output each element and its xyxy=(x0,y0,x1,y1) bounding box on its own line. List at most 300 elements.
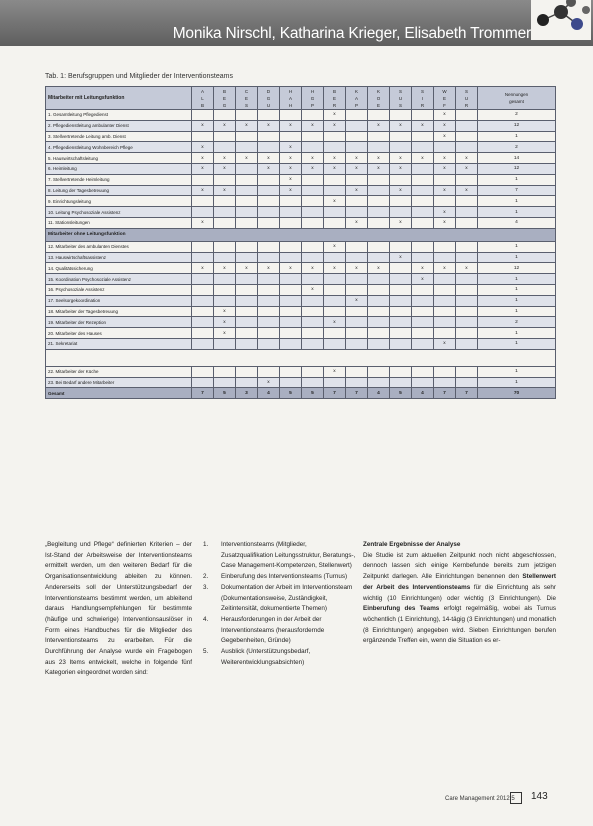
row-label: 1. Gesamtleitung Pflegedienst xyxy=(46,110,192,121)
mark-cell: x xyxy=(302,284,324,295)
mark-cell xyxy=(456,274,478,285)
column-header xyxy=(258,87,280,110)
molecule-icon xyxy=(531,0,591,40)
mark-cell xyxy=(324,338,346,349)
column-letter: F xyxy=(443,102,446,108)
mark-cell xyxy=(258,217,280,228)
list-text: Herausforderungen in der Arbeit der Interventionsteams (herausfordernde Gegebenheiten, Gründe) xyxy=(221,615,325,645)
results-text-1: Die Studie ist zum aktuellen Zeitpunkt noch nicht abgeschlossen, dennoch lassen sich einige Kernbefunde bereits zum jetzigen Zeitpunkt darlegen. Alle Einrichtungen benennen den xyxy=(363,551,556,581)
mark-cell xyxy=(456,306,478,317)
table-row xyxy=(46,153,556,164)
column-letter: W xyxy=(442,88,447,94)
mark-cell xyxy=(192,196,214,207)
mark-cell xyxy=(346,174,368,185)
table-row xyxy=(46,207,556,218)
mark-cell xyxy=(236,207,258,218)
mark-cell xyxy=(368,338,390,349)
mark-cell xyxy=(280,207,302,218)
results-bold-2: Einberufung des Teams xyxy=(363,605,440,613)
column-letter: R xyxy=(464,102,469,108)
mark-cell xyxy=(258,252,280,263)
column-letter: A xyxy=(288,95,292,101)
mark-cell xyxy=(346,120,368,131)
column-header xyxy=(214,87,236,110)
mark-cell xyxy=(324,328,346,339)
table-row xyxy=(46,263,556,274)
mark-cell: x xyxy=(258,263,280,274)
column-letter: B xyxy=(332,88,336,94)
mark-cell xyxy=(214,196,236,207)
mark-cell: x xyxy=(390,120,412,131)
mark-cell: x xyxy=(324,366,346,377)
table-row xyxy=(46,377,556,388)
table-row xyxy=(46,185,556,196)
column-letter: E xyxy=(442,95,446,101)
column-letter: G xyxy=(266,95,271,101)
mark-cell: x xyxy=(280,163,302,174)
mark-cell: x xyxy=(324,263,346,274)
mark-cell xyxy=(368,174,390,185)
sum-total: 70 xyxy=(478,388,556,399)
sum-cell: 4 xyxy=(368,388,390,399)
mark-cell: x xyxy=(236,153,258,164)
mark-cell xyxy=(434,377,456,388)
spacer-row xyxy=(46,349,556,366)
mark-cell xyxy=(390,377,412,388)
mark-cell xyxy=(258,207,280,218)
mark-cell xyxy=(214,284,236,295)
column-letter: G xyxy=(310,95,315,101)
column-letter: K xyxy=(376,88,380,94)
mark-cell: x xyxy=(368,163,390,174)
row-label: 4. Pflegedienstleitung Wohnbereich Pflege xyxy=(46,142,192,153)
mark-cell xyxy=(214,377,236,388)
mark-cell xyxy=(236,131,258,142)
mark-cell: x xyxy=(346,163,368,174)
mark-cell xyxy=(192,366,214,377)
row-total: 2 xyxy=(478,142,556,153)
mark-cell xyxy=(456,110,478,121)
list-item xyxy=(203,540,356,572)
mark-cell: x xyxy=(192,142,214,153)
mark-cell xyxy=(346,274,368,285)
mark-cell xyxy=(258,317,280,328)
list-number: 5. xyxy=(203,648,209,656)
mark-cell: x xyxy=(214,306,236,317)
column-letter: D xyxy=(266,88,271,94)
mark-cell xyxy=(434,174,456,185)
mark-cell: x xyxy=(346,295,368,306)
mark-cell xyxy=(258,295,280,306)
column-header xyxy=(368,87,390,110)
mark-cell: x xyxy=(434,110,456,121)
row-total: 7 xyxy=(478,185,556,196)
total-header-line: Nennungen xyxy=(504,92,529,97)
row-label: 18. Mitarbeiter der Tagesbetreuung xyxy=(46,306,192,317)
column-letter: A xyxy=(200,88,204,94)
mark-cell xyxy=(368,295,390,306)
mark-cell xyxy=(214,274,236,285)
sum-cell: 5 xyxy=(214,388,236,399)
mark-cell xyxy=(302,207,324,218)
mark-cell xyxy=(324,377,346,388)
mark-cell xyxy=(456,317,478,328)
table-row xyxy=(46,120,556,131)
section-row xyxy=(46,228,556,241)
mark-cell xyxy=(302,317,324,328)
total-header xyxy=(478,87,556,110)
mark-cell xyxy=(192,295,214,306)
mark-cell xyxy=(302,241,324,252)
column-letter: K xyxy=(354,88,358,94)
column-header xyxy=(324,87,346,110)
mark-cell xyxy=(368,252,390,263)
column-letter: B xyxy=(200,102,204,108)
mark-cell: x xyxy=(324,241,346,252)
mark-cell xyxy=(236,338,258,349)
mark-cell xyxy=(280,317,302,328)
mark-cell: x xyxy=(346,217,368,228)
mark-cell: x xyxy=(390,163,412,174)
row-total: 2 xyxy=(478,317,556,328)
column-letter: R xyxy=(420,102,425,108)
mark-cell xyxy=(368,284,390,295)
mark-cell xyxy=(346,377,368,388)
mark-cell xyxy=(192,110,214,121)
mark-cell xyxy=(280,366,302,377)
mark-cell xyxy=(434,241,456,252)
mark-cell xyxy=(412,131,434,142)
mark-cell xyxy=(302,274,324,285)
mark-cell xyxy=(258,306,280,317)
mark-cell: x xyxy=(236,263,258,274)
column-letter: H xyxy=(310,88,315,94)
list-number: 3. xyxy=(203,583,209,591)
row-label: 2. Pflegedienstleitung ambulanter Dienst xyxy=(46,120,192,131)
results-heading: Zentrale Ergebnisse der Analyse xyxy=(363,541,461,548)
column-letter: C xyxy=(244,88,249,94)
mark-cell: x xyxy=(390,153,412,164)
mark-cell xyxy=(368,328,390,339)
sum-cell: 7 xyxy=(456,388,478,399)
column-letter: O xyxy=(376,95,381,101)
mark-cell xyxy=(434,328,456,339)
table-row xyxy=(46,196,556,207)
mark-cell: x xyxy=(302,263,324,274)
mark-cell xyxy=(412,174,434,185)
sum-cell: 5 xyxy=(302,388,324,399)
mark-cell: x xyxy=(324,110,346,121)
table-caption: Tab. 1: Berufsgruppen und Mitglieder der Interventionsteams xyxy=(45,73,233,80)
row-total: 12 xyxy=(478,163,556,174)
list-text: Einberufung des Interventionsteams (Turnus) xyxy=(221,573,348,581)
mark-cell xyxy=(456,142,478,153)
mark-cell xyxy=(192,377,214,388)
table-row xyxy=(46,328,556,339)
mark-cell xyxy=(192,338,214,349)
mark-cell xyxy=(456,338,478,349)
mark-cell xyxy=(280,252,302,263)
mark-cell: x xyxy=(324,120,346,131)
mark-cell xyxy=(412,217,434,228)
mark-cell: x xyxy=(192,185,214,196)
column-letter: E xyxy=(332,95,336,101)
mark-cell xyxy=(258,185,280,196)
mark-cell xyxy=(368,366,390,377)
sum-cell: 3 xyxy=(236,388,258,399)
mark-cell: x xyxy=(214,263,236,274)
column-header xyxy=(192,87,214,110)
row-total: 1 xyxy=(478,207,556,218)
mark-cell xyxy=(302,174,324,185)
mark-cell xyxy=(412,185,434,196)
total-header-line: gesamt xyxy=(509,99,524,104)
mark-cell xyxy=(280,110,302,121)
mark-cell xyxy=(434,196,456,207)
mark-cell xyxy=(236,110,258,121)
row-label: 7. Stellvertretende Heimleitung xyxy=(46,174,192,185)
mark-cell xyxy=(456,196,478,207)
mark-cell: x xyxy=(456,185,478,196)
mark-cell xyxy=(280,377,302,388)
mark-cell xyxy=(368,317,390,328)
list-item xyxy=(203,615,356,647)
mark-cell xyxy=(302,110,324,121)
mark-cell: x xyxy=(280,142,302,153)
mark-cell xyxy=(280,295,302,306)
mark-cell xyxy=(280,217,302,228)
mark-cell xyxy=(346,252,368,263)
mark-cell xyxy=(434,306,456,317)
page-header xyxy=(0,0,593,46)
mark-cell xyxy=(280,131,302,142)
list-item xyxy=(203,647,356,668)
mark-cell xyxy=(236,328,258,339)
mark-cell xyxy=(192,252,214,263)
column-header xyxy=(456,87,478,110)
mark-cell xyxy=(192,284,214,295)
mark-cell xyxy=(346,328,368,339)
mark-cell xyxy=(412,377,434,388)
mark-cell xyxy=(324,185,346,196)
row-label: 20. Mitarbeiter des Hauses xyxy=(46,328,192,339)
list-text: Interventionsteams (Mitglieder, Zusatzqualifikation Leitungsstruktur, Beratungs-, Case Management-Kompetenzen, Stellenwert) xyxy=(221,541,356,570)
column-letter: E xyxy=(244,95,248,101)
mark-cell xyxy=(324,217,346,228)
mark-cell xyxy=(412,306,434,317)
row-total: 1 xyxy=(478,377,556,388)
mark-cell xyxy=(456,366,478,377)
mark-cell: x xyxy=(258,120,280,131)
mark-cell: x xyxy=(214,163,236,174)
results-text-3: erfolgt regelmäßig, wobei als Turnus wöchentlich (1 Einrichtung), 14-tägig (3 Einrichtungen) und monatlich (8 Einrichtungen) angegeben wird. Sieben Einrichtungen berufen ergänzende Treffen ein, wenn die Situation es er- xyxy=(363,605,557,645)
row-label: 3. Stellvertretende Leitung amb. Dienst xyxy=(46,131,192,142)
column-letter: A xyxy=(354,95,358,101)
mark-cell: x xyxy=(368,263,390,274)
row-total: 4 xyxy=(478,217,556,228)
sum-cell: 7 xyxy=(434,388,456,399)
mark-cell: x xyxy=(434,153,456,164)
mark-cell: x xyxy=(236,120,258,131)
mark-cell xyxy=(192,328,214,339)
mark-cell xyxy=(258,366,280,377)
mark-cell xyxy=(258,338,280,349)
mark-cell xyxy=(456,120,478,131)
mark-cell xyxy=(236,217,258,228)
mark-cell xyxy=(214,252,236,263)
row-total: 1 xyxy=(478,274,556,285)
mark-cell xyxy=(214,131,236,142)
mark-cell xyxy=(280,338,302,349)
mark-cell xyxy=(456,174,478,185)
mark-cell xyxy=(236,366,258,377)
row-label: 12. Mitarbeiter des ambulanten Dienstes xyxy=(46,241,192,252)
mark-cell xyxy=(412,142,434,153)
body-column-3 xyxy=(363,540,556,647)
mark-cell xyxy=(346,196,368,207)
mark-cell xyxy=(280,274,302,285)
mark-cell xyxy=(236,377,258,388)
mark-cell xyxy=(324,131,346,142)
mark-cell: x xyxy=(324,163,346,174)
mark-cell xyxy=(456,284,478,295)
mark-cell xyxy=(456,207,478,218)
mark-cell xyxy=(302,252,324,263)
mark-cell: x xyxy=(434,120,456,131)
mark-cell xyxy=(280,306,302,317)
mark-cell xyxy=(346,207,368,218)
row-total: 1 xyxy=(478,174,556,185)
column-header xyxy=(302,87,324,110)
table-row xyxy=(46,163,556,174)
mark-cell: x xyxy=(192,120,214,131)
mark-cell xyxy=(258,241,280,252)
column-letter: E xyxy=(222,95,226,101)
mark-cell: x xyxy=(434,207,456,218)
header-authors: Monika Nirschl, Katharina Krieger, Elisabeth Trommer xyxy=(172,25,531,42)
mark-cell xyxy=(368,185,390,196)
mark-cell: x xyxy=(258,163,280,174)
mark-cell xyxy=(412,317,434,328)
mark-cell xyxy=(412,328,434,339)
mark-cell xyxy=(302,295,324,306)
mark-cell xyxy=(390,174,412,185)
list-number: 2. xyxy=(203,573,209,581)
mark-cell xyxy=(368,241,390,252)
list-item xyxy=(203,572,356,583)
row-label: 17. Seelsorgekoordination xyxy=(46,295,192,306)
mark-cell: x xyxy=(390,252,412,263)
mark-cell xyxy=(434,317,456,328)
mark-cell xyxy=(412,196,434,207)
mark-cell xyxy=(236,185,258,196)
list-item xyxy=(203,583,356,615)
mark-cell xyxy=(236,174,258,185)
section-label: Mitarbeiter ohne Leitungsfunktion xyxy=(46,228,556,241)
row-total: 1 xyxy=(478,328,556,339)
list-text: Ausblick (Unterstützungsbedarf, Weiterentwicklungsabsichten) xyxy=(221,648,311,666)
mark-cell: x xyxy=(434,163,456,174)
mark-cell: x xyxy=(324,196,346,207)
column-letter: S xyxy=(420,88,424,94)
mark-cell xyxy=(390,196,412,207)
mark-cell xyxy=(390,328,412,339)
mark-cell xyxy=(324,252,346,263)
column-header xyxy=(280,87,302,110)
row-total: 1 xyxy=(478,131,556,142)
mark-cell xyxy=(214,241,236,252)
mark-cell xyxy=(456,241,478,252)
mark-cell: x xyxy=(280,120,302,131)
mark-cell xyxy=(214,110,236,121)
mark-cell xyxy=(390,306,412,317)
mark-cell xyxy=(192,174,214,185)
row-label: 6. Heimleitung xyxy=(46,163,192,174)
column-letter: G xyxy=(222,102,227,108)
mark-cell xyxy=(258,110,280,121)
mark-cell xyxy=(434,366,456,377)
header-label: Mitarbeiter mit Leitungsfunktion xyxy=(46,87,192,110)
row-label: 5. Hauswirtschaftsleitung xyxy=(46,153,192,164)
mark-cell xyxy=(324,295,346,306)
row-total: 1 xyxy=(478,284,556,295)
sum-cell: 5 xyxy=(390,388,412,399)
column-letter: E xyxy=(376,102,380,108)
mark-cell: x xyxy=(390,217,412,228)
mark-cell: x xyxy=(192,153,214,164)
mark-cell xyxy=(390,263,412,274)
column-letter: L xyxy=(201,95,204,101)
mark-cell xyxy=(412,338,434,349)
column-letter: H xyxy=(288,88,293,94)
mark-cell xyxy=(258,131,280,142)
mark-cell xyxy=(368,207,390,218)
mark-cell xyxy=(390,110,412,121)
column-letter: R xyxy=(332,102,337,108)
mark-cell xyxy=(456,295,478,306)
mark-cell xyxy=(192,306,214,317)
table-row xyxy=(46,366,556,377)
mark-cell xyxy=(302,196,324,207)
mark-cell xyxy=(368,110,390,121)
mark-cell xyxy=(434,252,456,263)
mark-cell xyxy=(390,207,412,218)
column-letter: S xyxy=(398,88,402,94)
row-total: 1 xyxy=(478,295,556,306)
sum-cell: 4 xyxy=(258,388,280,399)
sum-cell: 5 xyxy=(280,388,302,399)
mark-cell: x xyxy=(412,153,434,164)
mark-cell xyxy=(214,338,236,349)
mark-cell xyxy=(214,366,236,377)
mark-cell xyxy=(236,295,258,306)
sum-cell: 4 xyxy=(412,388,434,399)
table-row xyxy=(46,317,556,328)
spacer-cell xyxy=(46,349,556,366)
mark-cell: x xyxy=(280,185,302,196)
column-letter: U xyxy=(464,95,469,101)
mark-cell xyxy=(302,217,324,228)
sum-cell: 7 xyxy=(346,388,368,399)
mark-cell xyxy=(324,142,346,153)
mark-cell: x xyxy=(214,153,236,164)
mark-cell: x xyxy=(280,153,302,164)
mark-cell xyxy=(236,306,258,317)
mark-cell: x xyxy=(456,263,478,274)
mark-cell xyxy=(390,274,412,285)
table-row xyxy=(46,338,556,349)
mark-cell xyxy=(324,274,346,285)
